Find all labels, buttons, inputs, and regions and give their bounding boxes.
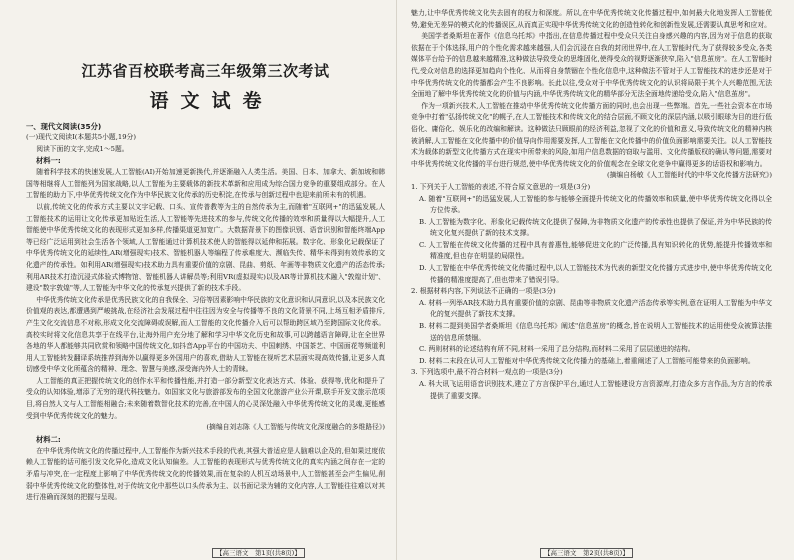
question-stem: 3. 下列选项中,最不符合材料一观点的一项是(3分) xyxy=(411,368,563,377)
material2-paragraph: 在中华优秀传统文化的传播过程中,人工智能作为新兴技术手段的代表,其强大普适应是人脑难以企及的,但如果过度依赖人工智能的话可能引发文化异化,造成文化认知偏差。人工智能的表现形式与优秀传统文化的真实内涵之间存在一定的矛盾与冲突,在一定程度上影响了中华优秀传统文化的传播效果,而在复杂的人机互动场景中,人工智能甚至会产生偏见,削弱中华优秀传统文化的整体性,对于传统文化中那些以口头传承为主、以书面记录为辅的文化内容,人工智能往往难以对其进行准确而深刻的把握与呈现。 xyxy=(26,446,385,502)
question-option: A. 科大讯飞运用语音识别技术,建立了方言保护平台,通过人工智能建设方言资源库,打造众多方言作品,为方言的传承提供了重要支撑。 xyxy=(419,380,772,400)
question-stem: 2. 根据材料内容,下列说法不正确的一项是(3分) xyxy=(411,287,556,296)
material2-label: 材料二: xyxy=(36,434,61,444)
exam-title-line2: 语文试卷 xyxy=(149,90,274,112)
section-heading: 一、现代文阅读(35分) xyxy=(26,122,102,131)
exam-page-right xyxy=(397,0,794,560)
question-option: B. 人工智能为数字化、形象化记载传统文化提供了保障,为非物质文化遗产的传承性也提供了保证,并为中华民族的传统文化复兴提供了新的技术支撑。 xyxy=(419,217,772,238)
question-option: C. 两则材料的论述结构有所不同,材料一采用了总分结构,而材料二采用了层层递进的结构。 xyxy=(419,345,695,354)
part-heading: (一)现代文阅读Ⅰ(本题共5小题,19分) xyxy=(26,133,136,141)
question-option: A. 随着"互联网+"的迅猛发展,人工智能的参与能够全面提升传统文化的传播效率和质量,使中华优秀传统文化得以全方位传承。 xyxy=(419,194,772,215)
question-option: A. 材料一列举AR技术助力具有重要价值的京剧、昆曲等非物质文化遗产活态传承等实例,意在证明人工智能为中华文化的复兴提供了新技术支撑。 xyxy=(419,298,772,319)
material1-paragraph: 以前,传统文化的传承方式主要以文字记载、口头、宣传普教等为主的自然传承为主,而随着"互联网+"的迅猛发展,人工智能技术的运用让文化传承更加贴近生活,人工智能等先进技术的参与,传统文化传播的效率和质量得以大幅提升,人工智能使中华优秀传统文化的表现形式更加多样,传播渠道更加宽广。大数据背景下的图像识别、语音识别和智能终端App等已经广泛运用到社会生活各个领域,人工智能通过计算机技术使人的智能得以延伸和拓展。数字化、形象化记载保证了中华优秀传统文化的延续性,AR(增强现实)技术、智能机器人等编程了传承难度大、濒临失传、精华未得到有效传承的文化遗产的传承性。如利用AR(增强现实)技术助力具有重要价值的京剧、昆曲、剪纸、年画等非物质文化遗产的活态传承;利用AR技术打造沉浸式体验式博物馆、智能机器人讲解员等;利用VR(虚拟现实)以及AR等计算机技术融入"敦煌计划"、建设"数字敦煌"等,人工智能为中华文化的传承复兴提供了新的技术手段。 xyxy=(26,202,385,293)
reading-instruction: 阅读下面的文字,完成1～5题。 xyxy=(36,144,129,153)
question-stem: 1. 下列关于人工智能的表述,不符合原文意思的一项是(3分) xyxy=(411,182,591,191)
material2-paragraph: 魅力,让中华优秀传统文化失去固有的权力和深度。所以,在中华优秀传统文化传播过程中,如何最大化地发挥人工智能优势,避免无差异的模式化的传播误区,从而真正实现中华优秀传统文化的创造性转化和创新性发展,还需要认真思考和应对。 xyxy=(411,9,772,29)
material1-source: (摘编自刘志陈《人工智能与传统文化深度融合的多维路径》) xyxy=(206,423,385,432)
material1-label: 材料一: xyxy=(36,156,61,166)
exam-title-line1: 江苏省百校联考高三年级第三次考试 xyxy=(81,62,330,80)
page-number-label: 【高三语文 第1页(共8页)】 xyxy=(212,548,305,558)
question-option: D. 人工智能在中华优秀传统文化传播过程中,以人工智能技术为代表的新型文化传播方式进步中,使中华优秀传统文化传播的精准度提高了,但也带来了错误引导。 xyxy=(419,264,772,284)
material1-paragraph: 人工智能的真正把握传统文化的创作水平和传播性能,并打造一部分新型文化表达方式、体验、获得等,优化和提升了受众的认知体验,增添了无穷的现代科技魅力。如国家文化与旅游部发布的全国文化旅游产业公开课,联手开发文旅示范项目,将自然人文与人工智能相融合;未来随着数智化技术的完善,在中国人的心灵深处融入中华优秀传统文化的灵魂,更能感受到中华优秀传统文化的魅力。 xyxy=(26,376,385,420)
material1-paragraph: 随着科学技术的快速发展,人工智能(AI)开始加速更新换代,并逐渐融入人类生活。美国、日本、加拿大、新加坡和韩国等相继将人工智能列为国家战略,以人工智能为主要载体的新技术革新和应用成为综合国力竞争的重要组成部分。在人工智能的助力下,中华优秀传统文化作为中华民族文化传承的历史积淀,在传承与创新过程中也迎来前所未有的机遇。 xyxy=(26,168,385,200)
question-option: C. 人工智能在传统文化传播的过程中具有普惠性,能够促进文化的广泛传播,具有知识转化的优势,能提升传播效率和精准度,但也存在明显的局限性。 xyxy=(419,240,772,261)
page-footer-right xyxy=(540,548,633,557)
material2-paragraph: 作为一项新兴技术,人工智能在推动中华优秀传统文化传播方面的同时,也会出现一些弊端。首先,一些社会资本在市场竞争中打着"弘扬传统文化"的幌子,在人工智能技术和传统文化的结合层面,不顾文化的深层内涵,以吸引眼球为目的进行低俗化、庸俗化、娱乐化的改编和解读。这种做法只顾眼前的经济利益,忽视了文化的价值和意义,导致传统文化的精神内核被消解,人工智能在文化传播中的价值导向作用需要发挥,人工智能在文化传播中的价值负面影响需要关注。以人工智能技术为载体的新型文化传播方式在现实中所带来的风险,如用户信息数据的窃取与滥用、文化传播版权的确认等问题,需要对中华优秀传统文化传播的平台进行规范,使中华优秀传统文化的价值观念在全球文化竞争中赢得更多的话语权和影响力。 xyxy=(411,101,772,168)
page-number-label: 【高三语文 第2页(共8页)】 xyxy=(540,548,633,558)
page-footer-left xyxy=(212,548,305,557)
material2-source: (摘编自杨敏《人工智能时代的中华文化传播方法研究》) xyxy=(606,171,772,180)
question-option: B. 材料二提到美国学者桑斯坦《信息乌托邦》阐述"信息茧房"的概念,旨在说明人工智能技术的运用使受众被算法推送的信息所禁锢。 xyxy=(419,322,772,342)
material2-paragraph: 美国学者桑斯坦在著作《信息乌托邦》中指出,在信息传播过程中受众只关注自身感兴趣的内容,因为对于信息的获取依据在于个体选择,用户的个性化需求越来越强,人们会沉浸在自我的封闭世界中,在人工智能时代,为了获得较多受众,各类媒体平台给予的信息越来越精准,这种做法导致受众的思维固化,使得受众的视野逐渐狭窄,陷入"信息茧房"。在人工智能时代,受众对信息的选择更加趋向个性化、从而将自身禁锢在个性化信息中,这种做法不管对于人工智能技术的进步还是对于中华优秀传统文化的传播都会产生不良影响。长此以往,受众对于中华优秀传统文化的认识将局限于其个人兴趣范围,无法全面地了解中华优秀传统文化的价值与内涵,中华优秀传统文化的精华部分无法全面地传递给受众,陷入"信息茧房"。 xyxy=(411,32,772,99)
question-option: D. 材料二末段在认可人工智能对中华优秀传统文化传播力的基础上,着重阐述了人工智能可能带来的负面影响。 xyxy=(419,356,755,365)
material1-paragraph: 中华优秀传统文化传承是优秀民族文化的自我保全、习俗等因素影响中华民族的文化意识和认同意识,以及本民族文化价值观的表达,都遭遇到严峻挑战,在经济社会发展过程中往往因为安全与传播等不良的文化背景不同,上场互相矛盾排斥,产生文化交流信息不对称,形成文化交流障碍或误解,而人工智能的文化传播介入后可以帮助跨区域乃至跨国际文化传承。高校实时将文化信息共享于在线平台,让海外用户充分地了解和学习中华文化历史和故事,可以跨越语言障碍,让在全世界各地的华人都能够共同欣赏和领略中国传统文化,如抖音App平台的中国功夫、中国刺绣、中国茶艺、中国面花等频道利用人工智能转发翻译系统推荐到海外以赢得更多外国用户的喜欢,借助人工智能在视听艺术层面实现高效传播,让更多人真切感受中华文化所蕴含的精神、理念、智慧与美感,深受海内外人士的青睐。 xyxy=(26,295,385,374)
